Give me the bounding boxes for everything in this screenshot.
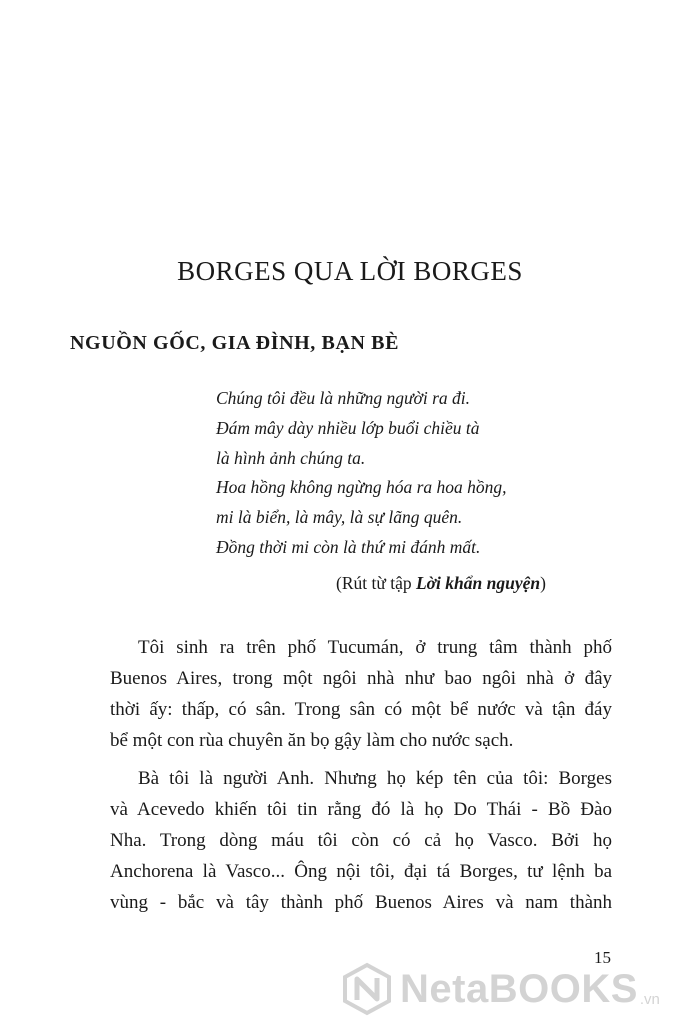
watermark-suffix: .vn — [639, 991, 660, 1008]
citation-prefix: (Rút từ tập — [336, 573, 416, 593]
body-paragraph-2 — [110, 763, 612, 918]
paragraph-line: Nha. Trong dòng máu tôi còn có cả họ Vasco. Bởi họ — [110, 830, 612, 851]
section-heading: NGUỒN GỐC, GIA ĐÌNH, BẠN BÈ — [70, 332, 400, 354]
paragraph-line: Buenos Aires, trong một ngôi nhà như bao ngôi nhà ở đây — [110, 668, 612, 689]
chapter-title: BORGES QUA LỜI BORGES — [177, 256, 523, 286]
watermark-brand: NetaBOOKS — [400, 966, 638, 1011]
netabooks-watermark — [340, 958, 670, 1020]
poem-line: Đồng thời mi còn là thứ mi đánh mất. — [216, 536, 481, 557]
citation-suffix: ) — [540, 573, 546, 593]
poem-line: Hoa hồng không ngừng hóa ra hoa hồng, — [216, 477, 507, 498]
paragraph-line: Tôi sinh ra trên phố Tucumán, ở trung tâm thành phố — [138, 637, 612, 658]
page-number: 15 — [594, 948, 611, 967]
poem-line: Chúng tôi đều là những người ra đi. — [216, 388, 470, 408]
paragraph-line: thời ấy: thấp, có sân. Trong sân có một bể nước và tận đáy — [110, 699, 612, 720]
poem-line: là hình ảnh chúng ta. — [216, 447, 366, 468]
paragraph-line: Bà tôi là người Anh. Nhưng họ kép tên của tôi: Borges — [138, 768, 612, 789]
paragraph-line: bể một con rùa chuyên ăn bọ gậy làm cho nước sạch. — [110, 730, 514, 751]
epigraph-poem — [216, 384, 507, 563]
paragraph-line: vùng - bắc và tây thành phố Buenos Aires và nam thành — [110, 892, 612, 913]
poem-line: mi là biển, là mây, là sự lãng quên. — [216, 507, 463, 528]
citation-book-title: Lời khẩn nguyện — [415, 573, 541, 593]
paragraph-line: Anchorena là Vasco... Ông nội tôi, đại tá Borges, tư lệnh ba — [110, 861, 612, 882]
body-paragraph-1 — [110, 632, 612, 756]
epigraph-citation — [336, 573, 546, 594]
paragraph-line: và Acevedo khiến tôi tin rằng đó là họ Do Thái - Bồ Đào — [110, 799, 612, 820]
poem-line: Đám mây dày nhiều lớp buổi chiều tà — [216, 417, 480, 438]
netabooks-logo-icon — [340, 962, 394, 1016]
